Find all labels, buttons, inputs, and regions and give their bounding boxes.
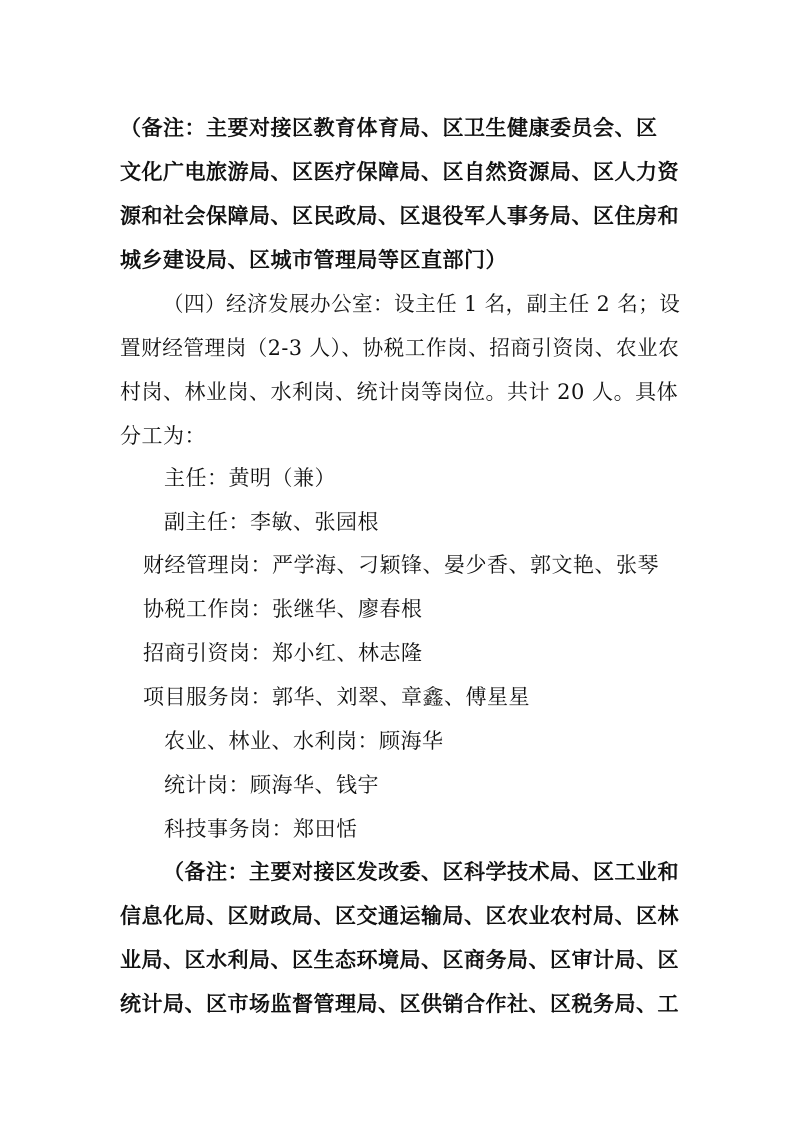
assignment-investment-post: 招商引资岗：郑小红、林志隆 [143,641,423,665]
section-4-line: （四）经济发展办公室：设主任 1 名，副主任 2 名；设 [163,292,681,316]
section-4-line: 分工为： [120,424,206,448]
assignment-director: 主任：黄明（兼） [164,466,336,490]
note-1-line: 源和社会保障局、区民政局、区退役军人事务局、区住房和 [120,204,679,228]
note-1-line: （备注：主要对接区教育体育局、区卫生健康委员会、区 [120,116,658,140]
section-4-line: 置财经管理岗（2-3 人）、协税工作岗、招商引资岗、农业农 [120,336,680,360]
note-2-line: （备注：主要对接区发改委、区科学技术局、区工业和 [163,860,679,884]
note-1-line: 文化广电旅游局、区医疗保障局、区自然资源局、区人力资 [120,160,679,184]
assignment-technology-post: 科技事务岗：郑田恬 [164,817,358,841]
assignment-finance-post: 财经管理岗：严学海、刁颖锋、晏少香、郭文艳、张琴 [143,553,659,577]
note-2-line: 业局、区水利局、区生态环境局、区商务局、区审计局、区 [120,948,679,972]
note-1-line: 城乡建设局、区城市管理局等区直部门） [120,248,507,272]
assignment-project-service-post: 项目服务岗：郭华、刘翠、章鑫、傅星星 [143,685,530,709]
assignment-deputy-director: 副主任：李敏、张园根 [164,510,379,534]
assignment-tax-post: 协税工作岗：张继华、廖春根 [143,597,423,621]
assignment-agriculture-post: 农业、林业、水利岗：顾海华 [164,729,444,753]
section-4-line: 村岗、林业岗、水利岗、统计岗等岗位。共计 20 人。具体 [120,380,679,404]
assignment-statistics-post: 统计岗：顾海华、钱宇 [164,773,379,797]
note-2-line: 信息化局、区财政局、区交通运输局、区农业农村局、区林 [120,904,679,928]
note-2-line: 统计局、区市场监督管理局、区供销合作社、区税务局、工 [120,992,679,1016]
